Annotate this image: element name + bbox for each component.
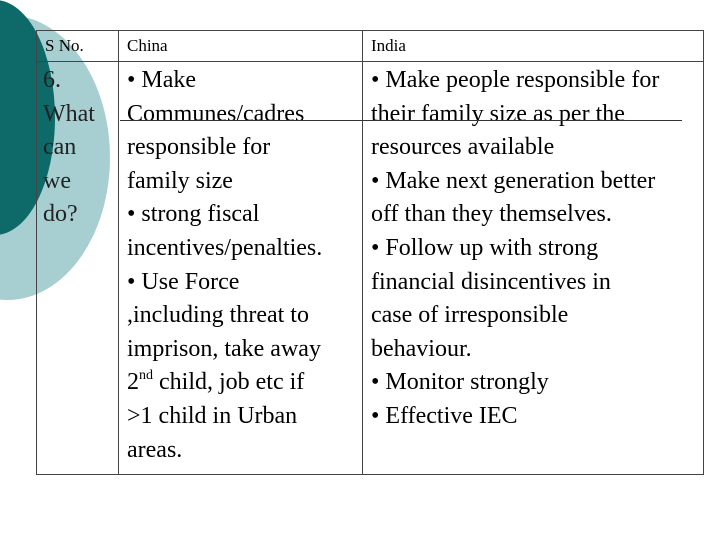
comparison-table	[36, 30, 704, 475]
india-line: resources available	[371, 134, 555, 161]
horizontal-rule	[120, 120, 682, 121]
india-line: • Effective IEC	[371, 402, 518, 429]
india-line: • Make people responsible for	[371, 67, 660, 93]
india-cell	[363, 62, 704, 475]
header-china: China	[119, 31, 363, 62]
india-line: • Monitor strongly	[371, 369, 549, 396]
china-line: >1 child in Urban	[127, 402, 298, 429]
header-sno: S No.	[37, 31, 119, 62]
china-line: Communes/cadres	[127, 100, 305, 127]
india-line: case of irresponsible	[371, 302, 569, 329]
india-line: behaviour.	[371, 335, 472, 362]
header-row	[37, 31, 704, 62]
sno-line: 6.	[43, 67, 61, 93]
china-line: areas.	[127, 436, 183, 463]
sno-line: do?	[43, 201, 78, 228]
ordinal-suffix: nd	[139, 368, 153, 384]
sno-line: What	[43, 100, 95, 127]
china-line: • strong fiscal	[127, 201, 260, 228]
india-line: their family size as per the	[371, 100, 625, 127]
china-cell	[119, 62, 363, 475]
header-india: India	[363, 31, 704, 62]
china-line-superscript: 2nd child, job etc if	[127, 368, 305, 396]
china-line: • Make	[127, 67, 197, 93]
india-line: • Follow up with strong	[371, 234, 599, 261]
china-line: responsible for	[127, 134, 271, 161]
china-line: incentives/penalties.	[127, 234, 323, 261]
india-line: off than they themselves.	[371, 201, 612, 228]
china-line: family size	[127, 167, 233, 194]
content-row	[37, 62, 704, 475]
china-line: ,including threat to	[127, 302, 309, 329]
china-line: • Use Force	[127, 268, 240, 295]
india-line: • Make next generation better	[371, 167, 656, 194]
china-line: imprison, take away	[127, 335, 321, 362]
sno-cell	[37, 62, 119, 475]
india-line: financial disincentives in	[371, 268, 611, 295]
sno-line: can	[43, 134, 77, 161]
sno-line: we	[43, 167, 71, 194]
